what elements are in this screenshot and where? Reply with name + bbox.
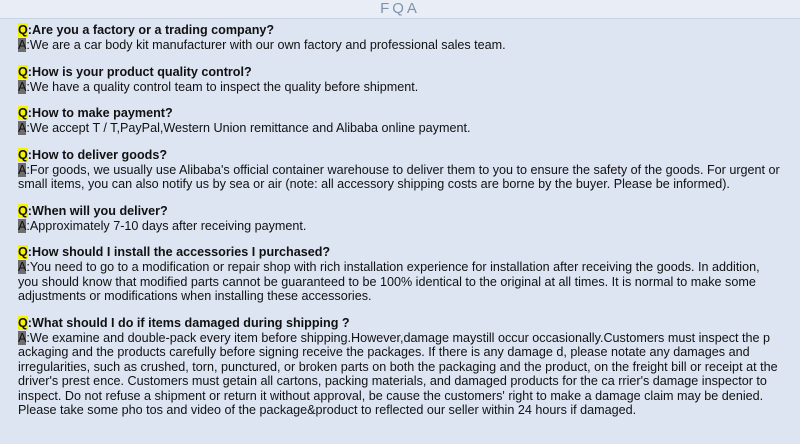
answer-text: :We have a quality control team to inspect the quality before shipment. [26,79,419,94]
faq-question [18,148,782,163]
answer-marker: A [18,162,27,177]
faq-list [0,19,800,418]
question-marker: Q [18,106,28,120]
question-text: :How to deliver goods? [27,147,168,162]
question-text: :How should I install the accessories I purchased? [27,245,331,259]
faq-title: FQA [380,0,420,17]
faq-header [0,0,800,19]
faq-question [18,245,782,260]
answer-text: :We accept T / T,PayPal,Western Union remittance and Alibaba online payment. [26,121,471,135]
answer-text: :You need to go to a modification or repair shop with rich installation experience for installation after receiving the goods. In addition, you should know that modified parts cannot be guaranteed to be 100% identical to the original at all times. It is normal to make some adjustments or modifications when installing these accessories. [18,260,760,303]
faq-answer [18,121,782,136]
faq-question [18,23,782,38]
faq-item [18,65,782,95]
answer-marker: A [18,121,27,135]
faq-question [18,204,782,219]
answer-text: :For goods, we usually use Alibaba's official container warehouse to deliver them to you to ensure the safety of the goods. For urgent or small items, you can also notify us by sea or air (note: all accessory shipping costs are borne by the buyer. Please be informed). [18,162,780,191]
faq-answer [18,38,782,53]
faq-item [18,245,782,304]
answer-text: :Approximately 7-10 days after receiving payment. [26,218,307,233]
answer-text: :We examine and double-pack every item before shipping.However,damage maystill occur occasionally.Customers must inspect the p ackaging and the products carefully before signing receive the packages. If there is any damage d, please notate any damages and irregularities, such as crushed, torn, punctured, or broken parts on both the packaging and the product, on the freight bill or receipt at the driver's prest ence. Customers must getain all cartons, packing materials, and damaged products for the ca rrier's damage inspector to inspect. Do not refuse a shipment or return it without approval, be cause the customers' right to make a damage claim may be denied. Please take some pho tos and video of the package&product to reflected our seller within 24 hours if damaged. [18,330,778,417]
question-text: :How is your product quality control? [27,64,252,79]
answer-text: :We are a car body kit manufacturer with our own factory and professional sales team. [26,38,506,52]
faq-answer [18,260,782,304]
faq-answer [18,163,782,192]
faq-question [18,106,782,121]
faq-question [18,65,782,80]
question-text: :When will you deliver? [27,203,168,218]
answer-marker: A [18,79,27,94]
faq-answer [18,331,782,418]
question-text: :What should I do if items damaged during shipping ? [27,315,350,330]
question-marker: Q [18,245,28,259]
faq-answer [18,219,782,234]
answer-marker: A [18,330,27,345]
faq-item [18,148,782,192]
answer-marker: A [18,38,27,52]
question-marker: Q [18,315,28,330]
faq-answer [18,80,782,95]
question-text: :Are you a factory or a trading company? [27,23,275,37]
faq-item [18,316,782,418]
question-text: :How to make payment? [27,106,173,120]
question-marker: Q [18,147,28,162]
answer-marker: A [18,218,27,233]
faq-item [18,204,782,234]
question-marker: Q [18,203,28,218]
faq-item [18,106,782,136]
answer-marker: A [18,260,27,274]
faq-item [18,23,782,53]
question-marker: Q [18,64,28,79]
question-marker: Q [18,23,28,37]
faq-question [18,316,782,331]
